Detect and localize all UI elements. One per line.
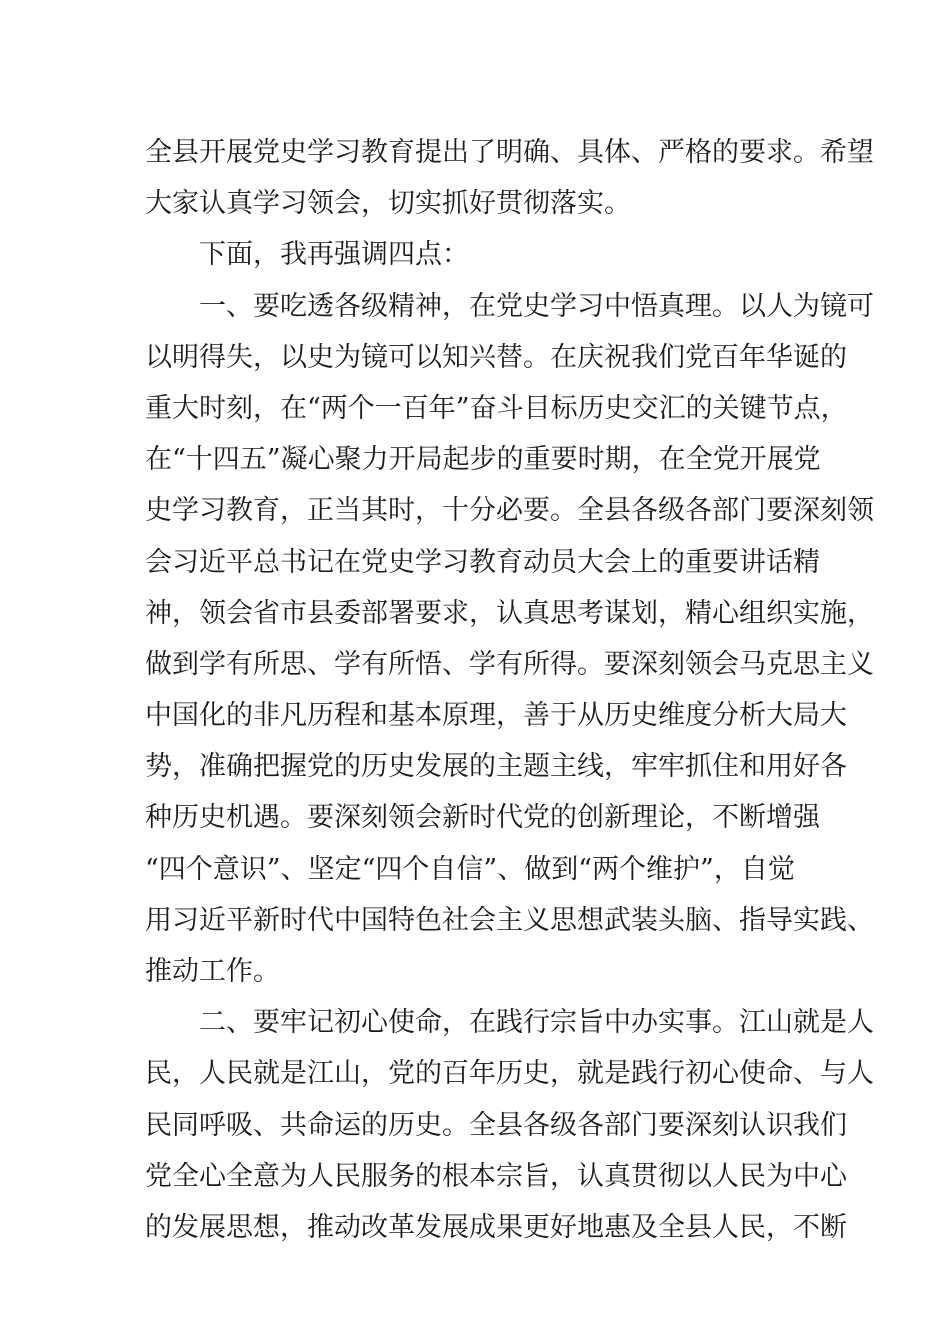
text-line: 做到学有所思、学有所悟、学有所得。要深刻领会马克思主义 <box>145 648 874 680</box>
text-line: 民同呼吸、共命运的历史。全县各级各部门要深刻认识我们 <box>145 1109 847 1141</box>
text-line: 用习近平新时代中国特色社会主义思想武装头脑、指导实践、 <box>145 904 874 936</box>
text-line: 重大时刻，在“两个一百年”奋斗目标历史交汇的关键节点， <box>145 392 848 424</box>
text-line: 一、要吃透各级精神，在党史学习中悟真理。以人为镜可 <box>199 290 874 322</box>
text-line: 会习近平总书记在党史学习教育动员大会上的重要讲话精 <box>145 546 820 578</box>
text-line: 民，人民就是江山，党的百年历史，就是践行初心使命、与人 <box>145 1058 874 1090</box>
text-line: 全县开展党史学习教育提出了明确、具体、严格的要求。希望 <box>145 137 874 168</box>
text-line: 以明得失，以史为镜可以知兴替。在庆祝我们党百年华诞的 <box>145 341 847 373</box>
text-line: 神，领会省市县委部署要求，认真思考谋划，精心组织实施， <box>145 597 874 629</box>
text-line: “四个意识”、坚定“四个自信”、做到“两个维护”，自觉 <box>145 853 795 885</box>
body-text <box>145 127 874 1253</box>
text-line: 在“十四五”凝心聚力开局起步的重要时期，在全党开展党 <box>145 444 821 476</box>
text-line: 推动工作。 <box>145 956 280 987</box>
text-line: 势，准确把握党的历史发展的主题主线，牢牢抓住和用好各 <box>145 751 847 783</box>
text-line: 下面，我再强调四点： <box>199 239 469 271</box>
text-line: 种历史机遇。要深刻领会新时代党的创新理论，不断增强 <box>145 802 820 834</box>
text-line: 中国化的非凡历程和基本原理，善于从历史维度分析大局大 <box>145 700 847 732</box>
text-line: 大家认真学习领会，切实抓好贯彻落实。 <box>145 188 631 220</box>
text-line: 的发展思想，推动改革发展成果更好地惠及全县人民，不断 <box>145 1211 847 1243</box>
text-line: 二、要牢记初心使命，在践行宗旨中办实事。江山就是人 <box>199 1007 874 1039</box>
text-line: 党全心全意为人民服务的根本宗旨，认真贯彻以人民为中心 <box>145 1160 847 1192</box>
text-line: 史学习教育，正当其时，十分必要。全县各级各部门要深刻领 <box>145 495 874 527</box>
